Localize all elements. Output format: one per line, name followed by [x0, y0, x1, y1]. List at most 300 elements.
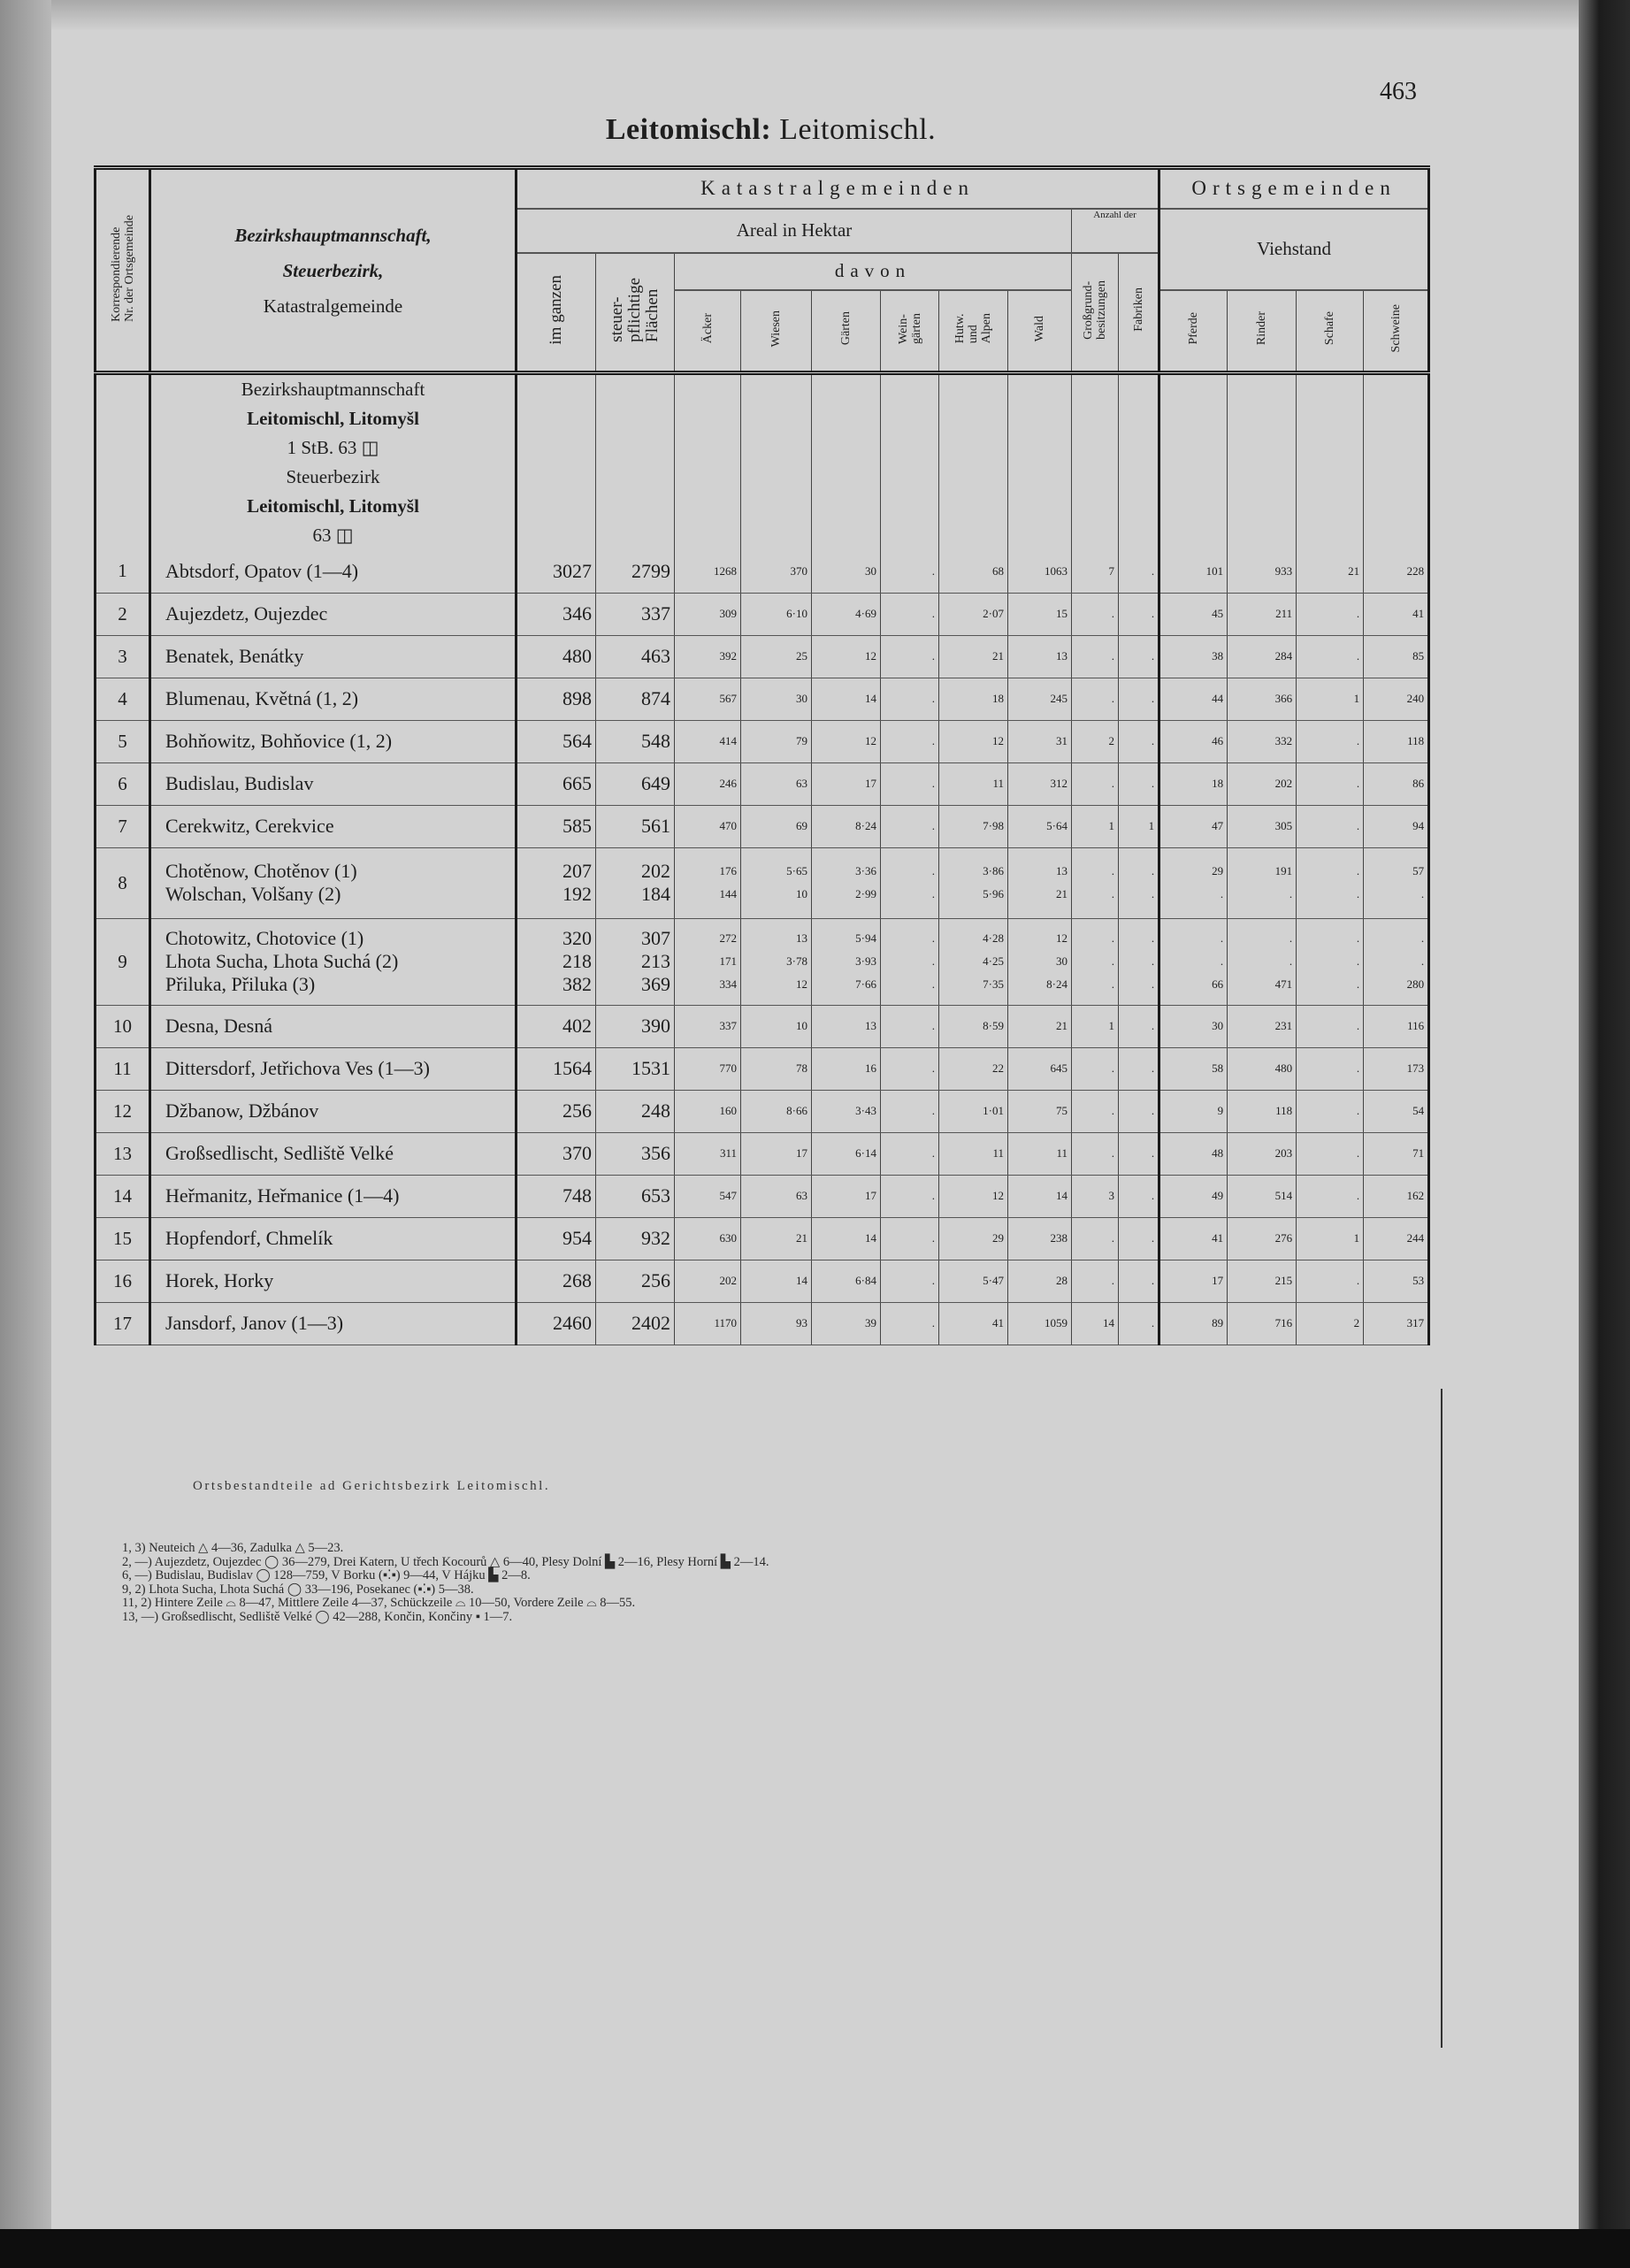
- cell-gaerten: 6·14: [812, 1132, 881, 1175]
- row-name: Chotěnow, Chotěnov (1) Wolschan, Volšany (2): [150, 847, 517, 918]
- cell-rinder: 276: [1228, 1217, 1297, 1260]
- row-nr: 7: [96, 805, 150, 847]
- table-row: [96, 1260, 1429, 1302]
- header-steuerpflichtig: steuer- pflichtige Flächen: [596, 253, 675, 373]
- cell-schafe: .: [1297, 635, 1364, 678]
- cell-pferde: 30: [1159, 1005, 1228, 1047]
- table-row: [96, 847, 1429, 918]
- cell-pferde: 41: [1159, 1217, 1228, 1260]
- cell-aecker: 1170: [675, 1302, 741, 1345]
- cell-wiesen: 69: [741, 805, 812, 847]
- cell-grossgrund: .: [1072, 678, 1119, 720]
- cell-hutweiden: 1·01: [939, 1090, 1008, 1132]
- row-nr: 5: [96, 720, 150, 762]
- cell-gaerten: 12: [812, 720, 881, 762]
- cell-rinder: 191 .: [1228, 847, 1297, 918]
- cell-schafe: .: [1297, 1260, 1364, 1302]
- table-right-rule: [1441, 1389, 1443, 2048]
- cell-weingaerten: .: [881, 1047, 939, 1090]
- row-nr: 17: [96, 1302, 150, 1345]
- scan-edge-left: [0, 0, 51, 2268]
- cell-wald: 12 30 8·24: [1008, 918, 1072, 1005]
- row-nr: 15: [96, 1217, 150, 1260]
- cell-im-ganzen: 898: [517, 678, 596, 720]
- cell-wiesen: 63: [741, 762, 812, 805]
- cell-wiesen: 6·10: [741, 593, 812, 635]
- district-row: [96, 373, 1429, 551]
- footnote-line: 13, —) Großsedlischt, Sedliště Velké ◯ 42—288, Končin, Končiny ▪ 1—7.: [122, 1609, 513, 1624]
- cell-hutweiden: 4·28 4·25 7·35: [939, 918, 1008, 1005]
- cell-grossgrund: 1: [1072, 805, 1119, 847]
- cell-im-ganzen: 320 218 382: [517, 918, 596, 1005]
- cell-grossgrund: 7: [1072, 550, 1119, 593]
- row-nr: 14: [96, 1175, 150, 1217]
- cell-hutweiden: 12: [939, 1175, 1008, 1217]
- header-im-ganzen: im ganzen: [517, 253, 596, 373]
- table-row: [96, 1132, 1429, 1175]
- cell-schafe: 2: [1297, 1302, 1364, 1345]
- cell-im-ganzen: 954: [517, 1217, 596, 1260]
- footnote-line: 9, 2) Lhota Sucha, Lhota Suchá ◯ 33—196, Posekanec (▪⁚▪) 5—38.: [122, 1582, 474, 1597]
- row-name: Jansdorf, Janov (1—3): [150, 1302, 517, 1345]
- row-name: Abtsdorf, Opatov (1—4): [150, 550, 517, 593]
- cell-rinder: 716: [1228, 1302, 1297, 1345]
- cell-im-ganzen: 748: [517, 1175, 596, 1217]
- row-name: Hopfendorf, Chmelík: [150, 1217, 517, 1260]
- cell-pferde: 101: [1159, 550, 1228, 593]
- cell-fabriken: 1: [1119, 805, 1159, 847]
- header-wald: Wald: [1008, 290, 1072, 373]
- header-fabriken: Fabriken: [1119, 253, 1159, 373]
- cell-hutweiden: 21: [939, 635, 1008, 678]
- cell-steuerpflichtig: 337: [596, 593, 675, 635]
- cell-aecker: 160: [675, 1090, 741, 1132]
- row-nr: 16: [96, 1260, 150, 1302]
- cell-hutweiden: 18: [939, 678, 1008, 720]
- scan-edge-bottom: [0, 2229, 1630, 2268]
- cell-rinder: 284: [1228, 635, 1297, 678]
- cell-schweine: 57 .: [1364, 847, 1429, 918]
- cell-rinder: 332: [1228, 720, 1297, 762]
- row-nr: 1: [96, 550, 150, 593]
- cell-weingaerten: .: [881, 550, 939, 593]
- cell-hutweiden: 8·59: [939, 1005, 1008, 1047]
- cell-pferde: 38: [1159, 635, 1228, 678]
- cell-im-ganzen: 665: [517, 762, 596, 805]
- cell-schweine: 317: [1364, 1302, 1429, 1345]
- cell-schafe: .: [1297, 762, 1364, 805]
- cell-schweine: 162: [1364, 1175, 1429, 1217]
- cell-pferde: 45: [1159, 593, 1228, 635]
- cell-wald: 13 21: [1008, 847, 1072, 918]
- table-row: [96, 1005, 1429, 1047]
- cell-wald: 1063: [1008, 550, 1072, 593]
- header-ortsgemeinden: Ortsgemeinden: [1159, 168, 1429, 209]
- cell-steuerpflichtig: 256: [596, 1260, 675, 1302]
- cell-schafe: . .: [1297, 847, 1364, 918]
- scan-edge-top: [0, 0, 1630, 30]
- header-pferde: Pferde: [1159, 290, 1228, 373]
- cell-schweine: 240: [1364, 678, 1429, 720]
- header-nr: Korrespondierende Nr. der Ortsgemeinde: [96, 168, 150, 373]
- row-nr: 9: [96, 918, 150, 1005]
- cell-steuerpflichtig: 649: [596, 762, 675, 805]
- cell-hutweiden: 22: [939, 1047, 1008, 1090]
- cell-fabriken: .: [1119, 1090, 1159, 1132]
- cell-wiesen: 17: [741, 1132, 812, 1175]
- cell-steuerpflichtig: 356: [596, 1132, 675, 1175]
- cell-im-ganzen: 585: [517, 805, 596, 847]
- row-nr: 13: [96, 1132, 150, 1175]
- cell-wald: 645: [1008, 1047, 1072, 1090]
- cell-pferde: 29 .: [1159, 847, 1228, 918]
- cell-wiesen: 13 3·78 12: [741, 918, 812, 1005]
- cell-hutweiden: 2·07: [939, 593, 1008, 635]
- footnote-line: 1, 3) Neuteich △ 4—36, Zadulka △ 5—23.: [122, 1541, 344, 1555]
- cell-schweine: 228: [1364, 550, 1429, 593]
- cell-hutweiden: 3·86 5·96: [939, 847, 1008, 918]
- row-nr: 6: [96, 762, 150, 805]
- cell-fabriken: .: [1119, 593, 1159, 635]
- header-weingaerten: Wein- gärten: [881, 290, 939, 373]
- cell-wiesen: 63: [741, 1175, 812, 1217]
- cell-aecker: 567: [675, 678, 741, 720]
- cell-wiesen: 21: [741, 1217, 812, 1260]
- cell-gaerten: 14: [812, 1217, 881, 1260]
- cell-gaerten: 5·94 3·93 7·66: [812, 918, 881, 1005]
- cell-im-ganzen: 1564: [517, 1047, 596, 1090]
- cell-schweine: 173: [1364, 1047, 1429, 1090]
- cell-fabriken: .: [1119, 720, 1159, 762]
- cell-grossgrund: .: [1072, 1260, 1119, 1302]
- cell-gaerten: 6·84: [812, 1260, 881, 1302]
- cell-grossgrund: .: [1072, 1090, 1119, 1132]
- cell-schafe: .: [1297, 805, 1364, 847]
- cell-grossgrund: 1: [1072, 1005, 1119, 1047]
- cell-im-ganzen: 2460: [517, 1302, 596, 1345]
- row-name: Chotowitz, Chotovice (1) Lhota Sucha, Lhota Suchá (2) Přiluka, Přiluka (3): [150, 918, 517, 1005]
- cell-wald: 21: [1008, 1005, 1072, 1047]
- cell-hutweiden: 7·98: [939, 805, 1008, 847]
- cell-rinder: . . 471: [1228, 918, 1297, 1005]
- page-title: [0, 113, 1542, 147]
- cell-fabriken: .: [1119, 1217, 1159, 1260]
- cell-fabriken: .: [1119, 762, 1159, 805]
- header-schafe: Schafe: [1297, 290, 1364, 373]
- row-name: Dittersdorf, Jetřichova Ves (1—3): [150, 1047, 517, 1090]
- cell-pferde: 46: [1159, 720, 1228, 762]
- cell-grossgrund: .: [1072, 593, 1119, 635]
- cell-im-ganzen: 3027: [517, 550, 596, 593]
- cell-wiesen: 78: [741, 1047, 812, 1090]
- cell-wald: 14: [1008, 1175, 1072, 1217]
- table-row: [96, 1090, 1429, 1132]
- cell-weingaerten: . . .: [881, 918, 939, 1005]
- cell-wald: 15: [1008, 593, 1072, 635]
- table-row: [96, 1217, 1429, 1260]
- cell-aecker: 770: [675, 1047, 741, 1090]
- cell-steuerpflichtig: 390: [596, 1005, 675, 1047]
- row-nr: 10: [96, 1005, 150, 1047]
- cell-schweine: 53: [1364, 1260, 1429, 1302]
- row-name: Heřmanitz, Heřmanice (1—4): [150, 1175, 517, 1217]
- header-katastralgemeinden: Katastralgemeinden: [517, 168, 1159, 209]
- cell-pferde: 47: [1159, 805, 1228, 847]
- cell-wald: 5·64: [1008, 805, 1072, 847]
- cell-gaerten: 14: [812, 678, 881, 720]
- row-name: Blumenau, Květná (1, 2): [150, 678, 517, 720]
- table-row: [96, 593, 1429, 635]
- cell-steuerpflichtig: 653: [596, 1175, 675, 1217]
- cell-grossgrund: 3: [1072, 1175, 1119, 1217]
- cell-gaerten: 30: [812, 550, 881, 593]
- cell-gaerten: 12: [812, 635, 881, 678]
- cell-schweine: 116: [1364, 1005, 1429, 1047]
- cell-grossgrund: .: [1072, 1047, 1119, 1090]
- cell-wald: 245: [1008, 678, 1072, 720]
- cell-fabriken: .: [1119, 1302, 1159, 1345]
- cell-fabriken: . .: [1119, 847, 1159, 918]
- cell-wiesen: 25: [741, 635, 812, 678]
- cell-aecker: 202: [675, 1260, 741, 1302]
- cell-weingaerten: .: [881, 1005, 939, 1047]
- cell-grossgrund: . . .: [1072, 918, 1119, 1005]
- cell-fabriken: .: [1119, 1047, 1159, 1090]
- cell-weingaerten: . .: [881, 847, 939, 918]
- header-davon: davon: [675, 253, 1072, 290]
- header-grossgrund: Großgrund- besitzungen: [1072, 253, 1119, 373]
- cell-hutweiden: 12: [939, 720, 1008, 762]
- cell-weingaerten: .: [881, 1302, 939, 1345]
- cell-wald: 1059: [1008, 1302, 1072, 1345]
- cell-weingaerten: .: [881, 762, 939, 805]
- cell-pferde: 58: [1159, 1047, 1228, 1090]
- row-nr: 8: [96, 847, 150, 918]
- cell-gaerten: 8·24: [812, 805, 881, 847]
- statistics-table: [94, 165, 1430, 1345]
- cell-schweine: 71: [1364, 1132, 1429, 1175]
- cell-rinder: 202: [1228, 762, 1297, 805]
- cell-fabriken: .: [1119, 1005, 1159, 1047]
- cell-schweine: . . 280: [1364, 918, 1429, 1005]
- cell-im-ganzen: 480: [517, 635, 596, 678]
- cell-schweine: 54: [1364, 1090, 1429, 1132]
- cell-fabriken: . . .: [1119, 918, 1159, 1005]
- cell-grossgrund: 2: [1072, 720, 1119, 762]
- cell-steuerpflichtig: 2402: [596, 1302, 675, 1345]
- cell-steuerpflichtig: 1531: [596, 1047, 675, 1090]
- cell-grossgrund: .: [1072, 1217, 1119, 1260]
- cell-steuerpflichtig: 202 184: [596, 847, 675, 918]
- row-nr: 3: [96, 635, 150, 678]
- cell-hutweiden: 5·47: [939, 1260, 1008, 1302]
- cell-schafe: .: [1297, 1005, 1364, 1047]
- row-nr: 4: [96, 678, 150, 720]
- cell-wiesen: 8·66: [741, 1090, 812, 1132]
- cell-schafe: .: [1297, 1090, 1364, 1132]
- cell-schafe: .: [1297, 1175, 1364, 1217]
- cell-aecker: 309: [675, 593, 741, 635]
- cell-fabriken: .: [1119, 550, 1159, 593]
- cell-steuerpflichtig: 932: [596, 1217, 675, 1260]
- table-row: [96, 805, 1429, 847]
- cell-grossgrund: .: [1072, 635, 1119, 678]
- cell-aecker: 470: [675, 805, 741, 847]
- cell-rinder: 231: [1228, 1005, 1297, 1047]
- cell-im-ganzen: 370: [517, 1132, 596, 1175]
- row-name: Horek, Horky: [150, 1260, 517, 1302]
- cell-rinder: 480: [1228, 1047, 1297, 1090]
- row-name: Desna, Desná: [150, 1005, 517, 1047]
- cell-wiesen: 30: [741, 678, 812, 720]
- row-nr: 11: [96, 1047, 150, 1090]
- cell-rinder: 933: [1228, 550, 1297, 593]
- row-name: Bohňowitz, Bohňovice (1, 2): [150, 720, 517, 762]
- cell-im-ganzen: 402: [517, 1005, 596, 1047]
- cell-rinder: 514: [1228, 1175, 1297, 1217]
- row-nr: 2: [96, 593, 150, 635]
- cell-aecker: 392: [675, 635, 741, 678]
- cell-rinder: 211: [1228, 593, 1297, 635]
- table-row: [96, 1047, 1429, 1090]
- cell-schweine: 244: [1364, 1217, 1429, 1260]
- cell-steuerpflichtig: 463: [596, 635, 675, 678]
- cell-schafe: .: [1297, 720, 1364, 762]
- table-row: [96, 678, 1429, 720]
- header-areal: Areal in Hektar: [517, 209, 1072, 253]
- cell-schafe: .: [1297, 1047, 1364, 1090]
- table-row: [96, 1175, 1429, 1217]
- cell-weingaerten: .: [881, 1132, 939, 1175]
- cell-gaerten: 39: [812, 1302, 881, 1345]
- cell-fabriken: .: [1119, 1175, 1159, 1217]
- cell-aecker: 414: [675, 720, 741, 762]
- cell-weingaerten: .: [881, 678, 939, 720]
- table-row: [96, 550, 1429, 593]
- cell-weingaerten: .: [881, 1090, 939, 1132]
- cell-schafe: 21: [1297, 550, 1364, 593]
- cell-hutweiden: 68: [939, 550, 1008, 593]
- cell-wald: 312: [1008, 762, 1072, 805]
- cell-wald: 31: [1008, 720, 1072, 762]
- footnote-line: 6, —) Budislau, Budislav ◯ 128—759, V Borku (▪⁚▪) 9—44, V Hájku ▙ 2—8.: [122, 1568, 531, 1582]
- scan-edge-right: [1579, 0, 1630, 2268]
- header-name: Bezirkshauptmannschaft, Steuerbezirk, Katastralgemeinde: [150, 168, 517, 373]
- cell-aecker: 246: [675, 762, 741, 805]
- cell-gaerten: 16: [812, 1047, 881, 1090]
- cell-wiesen: 93: [741, 1302, 812, 1345]
- district-heading: Bezirkshauptmannschaft Leitomischl, Litomyšl 1 StB. 63 ◫ Steuerbezirk Leitomischl, Litomyšl 63 ◫: [150, 373, 517, 551]
- cell-schafe: .: [1297, 593, 1364, 635]
- cell-grossgrund: . .: [1072, 847, 1119, 918]
- cell-wald: 28: [1008, 1260, 1072, 1302]
- cell-steuerpflichtig: 548: [596, 720, 675, 762]
- cell-pferde: 44: [1159, 678, 1228, 720]
- cell-pferde: 18: [1159, 762, 1228, 805]
- cell-hutweiden: 41: [939, 1302, 1008, 1345]
- header-gaerten: Gärten: [812, 290, 881, 373]
- cell-weingaerten: .: [881, 1260, 939, 1302]
- cell-fabriken: .: [1119, 635, 1159, 678]
- cell-steuerpflichtig: 874: [596, 678, 675, 720]
- cell-pferde: 89: [1159, 1302, 1228, 1345]
- row-nr: 12: [96, 1090, 150, 1132]
- title-bold: Leitomischl:: [605, 113, 772, 146]
- cell-gaerten: 3·36 2·99: [812, 847, 881, 918]
- cell-steuerpflichtig: 248: [596, 1090, 675, 1132]
- cell-gaerten: 4·69: [812, 593, 881, 635]
- cell-steuerpflichtig: 2799: [596, 550, 675, 593]
- cell-aecker: 547: [675, 1175, 741, 1217]
- cell-weingaerten: .: [881, 593, 939, 635]
- table-body: [96, 373, 1429, 1345]
- cell-gaerten: 13: [812, 1005, 881, 1047]
- row-name: Budislau, Budislav: [150, 762, 517, 805]
- cell-fabriken: .: [1119, 678, 1159, 720]
- cell-im-ganzen: 256: [517, 1090, 596, 1132]
- cell-grossgrund: .: [1072, 762, 1119, 805]
- cell-schafe: 1: [1297, 678, 1364, 720]
- footnote-line: 11, 2) Hintere Zeile ⌓ 8—47, Mittlere Zeile 4—37, Schückzeile ⌓ 10—50, Vordere Zeile ⌓ 8—55.: [122, 1596, 636, 1610]
- cell-steuerpflichtig: 307 213 369: [596, 918, 675, 1005]
- district-nr: [96, 373, 150, 551]
- cell-wiesen: 79: [741, 720, 812, 762]
- cell-rinder: 215: [1228, 1260, 1297, 1302]
- table-row: [96, 762, 1429, 805]
- cell-weingaerten: .: [881, 805, 939, 847]
- cell-schweine: 94: [1364, 805, 1429, 847]
- cell-weingaerten: .: [881, 635, 939, 678]
- cell-pferde: 9: [1159, 1090, 1228, 1132]
- cell-aecker: 337: [675, 1005, 741, 1047]
- header-rinder: Rinder: [1228, 290, 1297, 373]
- cell-weingaerten: .: [881, 720, 939, 762]
- cell-aecker: 630: [675, 1217, 741, 1260]
- cell-fabriken: .: [1119, 1260, 1159, 1302]
- cell-rinder: 203: [1228, 1132, 1297, 1175]
- cell-aecker: 311: [675, 1132, 741, 1175]
- cell-pferde: 49: [1159, 1175, 1228, 1217]
- row-name: Cerekwitz, Cerekvice: [150, 805, 517, 847]
- cell-wiesen: 370: [741, 550, 812, 593]
- cell-pferde: . . 66: [1159, 918, 1228, 1005]
- row-name: Großsedlischt, Sedliště Velké: [150, 1132, 517, 1175]
- cell-fabriken: .: [1119, 1132, 1159, 1175]
- cell-wald: 11: [1008, 1132, 1072, 1175]
- table-row: [96, 918, 1429, 1005]
- cell-schafe: . . .: [1297, 918, 1364, 1005]
- cell-pferde: 48: [1159, 1132, 1228, 1175]
- cell-schweine: 86: [1364, 762, 1429, 805]
- footnotes: [122, 1542, 769, 1624]
- header-aecker: Äcker: [675, 290, 741, 373]
- cell-steuerpflichtig: 561: [596, 805, 675, 847]
- cell-rinder: 305: [1228, 805, 1297, 847]
- footnotes-title: Ortsbestandteile ad Gerichtsbezirk Leitomischl.: [193, 1479, 551, 1493]
- header-hutweiden: Hutw. und Alpen: [939, 290, 1008, 373]
- cell-im-ganzen: 346: [517, 593, 596, 635]
- row-name: Benatek, Benátky: [150, 635, 517, 678]
- cell-im-ganzen: 564: [517, 720, 596, 762]
- title-regular: Leitomischl.: [779, 113, 937, 146]
- header-viehstand: Viehstand: [1159, 209, 1429, 290]
- cell-hutweiden: 11: [939, 762, 1008, 805]
- cell-hutweiden: 29: [939, 1217, 1008, 1260]
- header-anzahl: Anzahl der: [1072, 209, 1159, 253]
- cell-grossgrund: .: [1072, 1132, 1119, 1175]
- cell-gaerten: 3·43: [812, 1090, 881, 1132]
- footnote-line: 2, —) Aujezdetz, Oujezdec ◯ 36—279, Drei Katern, U třech Kocourů △ 6—40, Plesy Dolní ▙ 2—16, Plesy Horní ▙ 2—14.: [122, 1554, 769, 1569]
